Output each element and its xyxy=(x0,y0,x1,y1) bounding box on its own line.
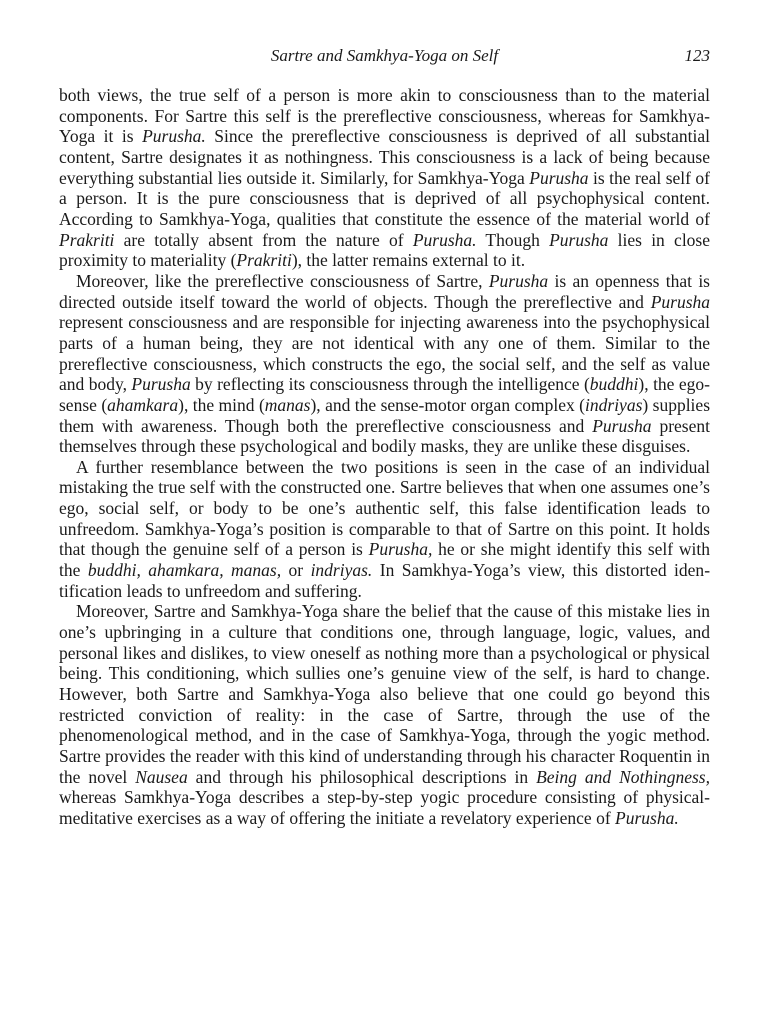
paragraph-text: present themselves through these psychological and bodily masks, they are unlike these disguises. xyxy=(59,415,710,457)
italic-text: Being and Nothingness, xyxy=(536,766,710,787)
paragraph-text: is an openness that is directed outside itself toward the world of objects. Though the prereflective and xyxy=(59,270,710,312)
paragraph-text: ), the ego-sense ( xyxy=(59,374,710,415)
paragraph-text: is the real self of a person. It is the pure consciousness that is deprived of all psychophysical content. According to Samkhya-Yoga, qualities that constitute the essence of the material world of xyxy=(59,167,710,229)
paragraph-text: Moreover, like the prereflective consciousness of Sartre, xyxy=(76,270,489,291)
paragraph-text: lies in close proximity to materiality ( xyxy=(59,229,711,271)
paragraph-text: whereas Samkhya-Yoga describes a step-by-step yogic procedure consisting of physical-meditative exercises as a way of offering the initiate a revelatory experience of xyxy=(59,787,710,828)
paragraph-text: by reflecting its consciousness through the intelligence ( xyxy=(190,374,590,395)
running-head xyxy=(59,42,710,72)
paragraph xyxy=(59,457,710,602)
paragraph xyxy=(59,271,710,457)
paragraph-text: A further resemblance between the two positions is seen in the case of an individual mistaking the true self with the constructed one. Sartre believes that when one assumes one’s ego, social self, or body to be one’s authentic self, this false identification leads to unfreedom. Samkhya-Yoga’s position is comparable to that of Sartre on this point. It holds that though the genuine self of a person is xyxy=(59,456,710,560)
paragraph-text: represent consciousness and are responsible for injecting awareness into the psychophysical parts of a human being, they are not identical with any one of them. Similar to the prereflective consciousness, which constructs the ego, the social self, and the self as value and body, xyxy=(59,312,710,395)
paragraph-text: In Samkhya-Yoga’s view, this distorted identification leads to unfreedom and suffering. xyxy=(59,560,711,601)
italic-text: Purusha xyxy=(131,374,191,395)
italic-text: Purusha xyxy=(650,291,710,312)
page-number: 123 xyxy=(684,46,710,65)
italic-text: buddhi, ahamkara, manas, xyxy=(87,560,282,581)
italic-text: Purusha xyxy=(488,270,549,291)
italic-text: manas xyxy=(264,394,311,415)
paragraph-text: Though xyxy=(476,229,550,250)
italic-text: Purusha xyxy=(529,167,589,188)
paragraph xyxy=(59,601,710,828)
paragraph-text: ), the mind ( xyxy=(178,394,265,415)
italic-text: indriyas. xyxy=(310,560,373,581)
italic-text: Purusha. xyxy=(412,229,477,250)
paragraph-text: ), the latter remains external to it. xyxy=(291,250,526,271)
paragraph-text: he or she might identify this self with the xyxy=(59,539,710,581)
paragraph-text: ) supplies them with awareness. Though both the prereflective consciousness and xyxy=(59,394,711,436)
italic-text: Purusha xyxy=(592,415,652,436)
paragraph-text: Since the prereflective consciousness is deprived of all substantial content, Sartre designates it as nothingness. This consciousness is a lack of being because everything substantial lies outside it. Similarly, for Samkhya-Yoga xyxy=(59,126,710,188)
italic-text: indriyas xyxy=(585,394,643,415)
italic-text: Purusha xyxy=(549,229,609,250)
paragraph-text: both views, the true self of a person is more akin to consciousness than to the material components. For Sartre this self is the prereflective consciousness, whereas for Samkhya-Yoga it is xyxy=(59,85,710,147)
italic-text: Nausea xyxy=(135,766,188,787)
paragraph-text: and through his philosophical descriptions in xyxy=(187,766,537,787)
paragraph-text: ), and the sense-motor organ complex ( xyxy=(310,394,586,415)
body-text xyxy=(59,85,710,829)
paragraph xyxy=(59,85,710,271)
paragraph-text: Moreover, Sartre and Samkhya-Yoga share the belief that the cause of this mistake lies in one’s upbringing in a culture that conditions one, through language, logic, values, and personal likes and dislikes, to view oneself as nothing more than a psychological or physical being. This conditioning, which sullies one’s genuine view of the self, is hard to change. However, both Sartre and Samkhya-Yoga also believe that one could go beyond this restricted conviction of reality: in the case of Sartre, through the use of the phenomenological method, and in the case of Samkhya-Yoga, through the yogic method. Sartre provides the reader with this kind of understanding through his character Roquentin in the novel xyxy=(59,601,710,787)
italic-text: Purusha. xyxy=(615,807,679,828)
italic-text: ahamkara xyxy=(107,394,179,415)
italic-text: Purusha. xyxy=(142,126,206,147)
italic-text: Purusha, xyxy=(368,539,433,560)
running-head-title: Sartre and Samkhya-Yoga on Self xyxy=(270,46,499,65)
italic-text: buddhi xyxy=(589,374,639,395)
paragraph-text: or xyxy=(281,560,311,581)
book-page xyxy=(59,42,710,829)
italic-text: Prakriti xyxy=(236,250,292,271)
italic-text: Prakriti xyxy=(59,229,115,250)
paragraph-text: are totally absent from the nature of xyxy=(114,229,413,250)
